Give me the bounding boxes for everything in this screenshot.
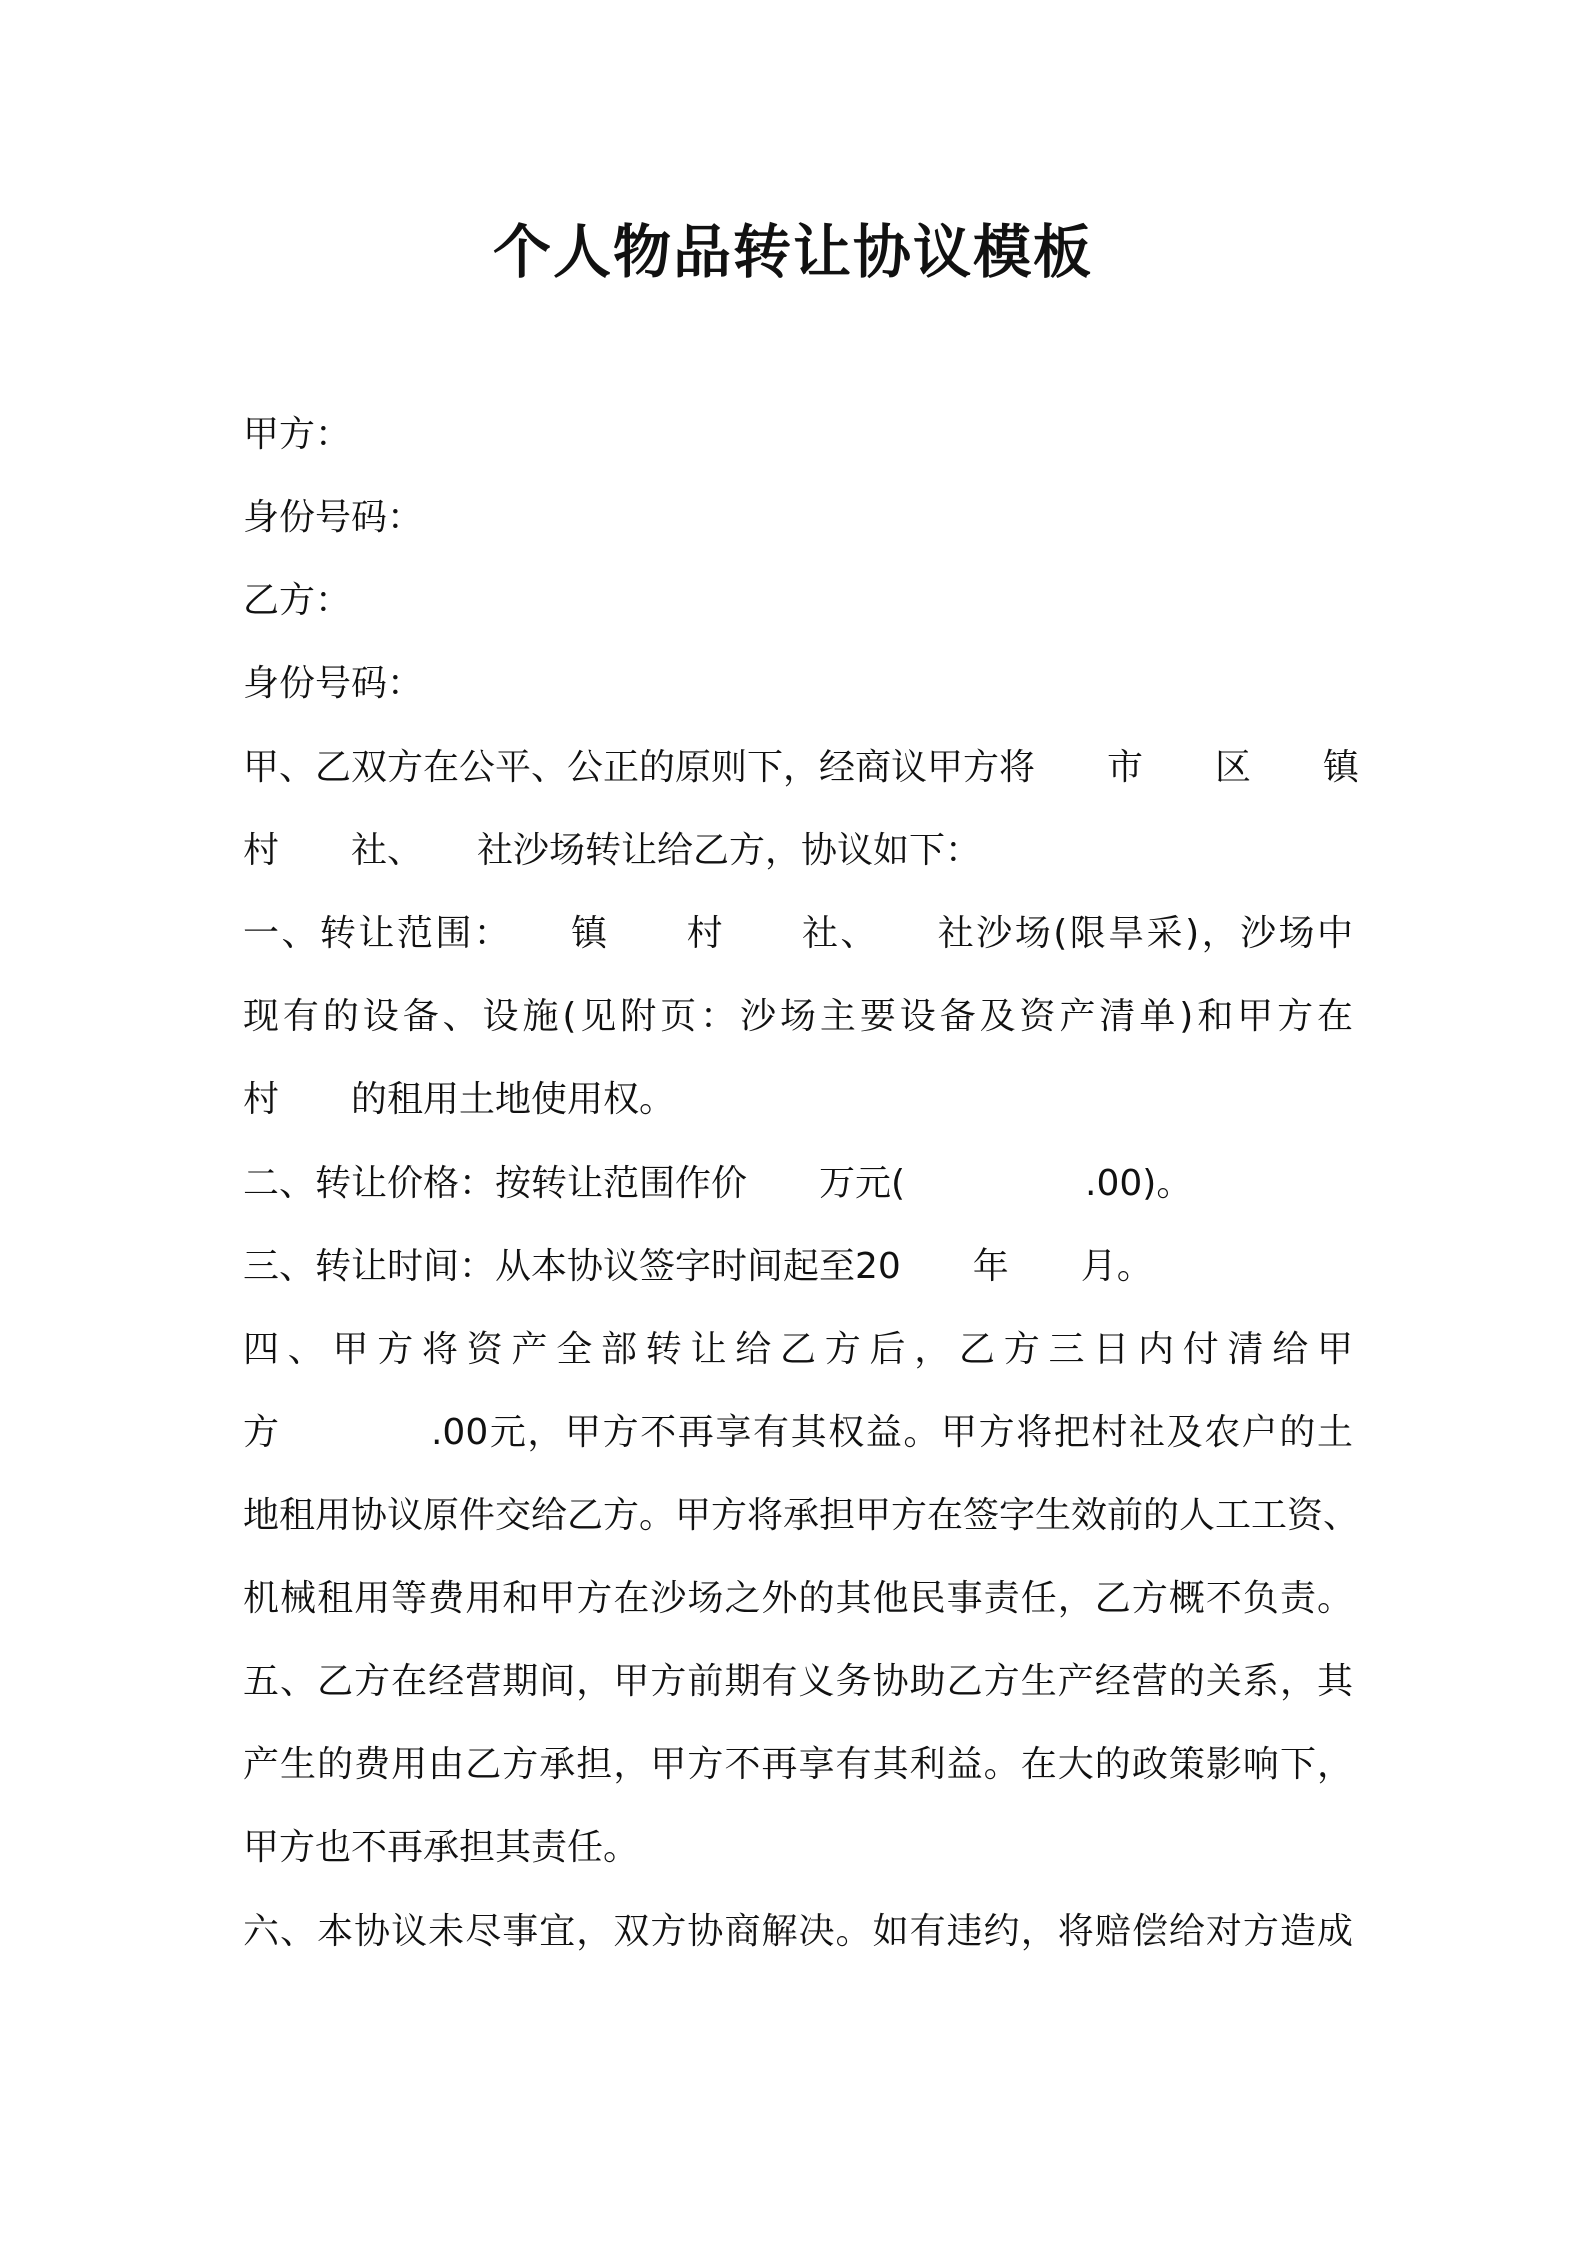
- clause-1-line-1: 一、转让范围： 镇 村 社、 社沙场(限旱采)，沙场中: [243, 913, 1353, 954]
- party-a-label: 甲方：: [243, 414, 352, 455]
- clause-2-line: 二、转让价格：按转让范围作价 万元( .00)。: [243, 1163, 1193, 1204]
- clause-5-line-1: 五、乙方在经营期间，甲方前期有义务协助乙方生产经营的关系，其: [243, 1661, 1353, 1702]
- preamble-line-2: 村 社、 社沙场转让给乙方，协议如下：: [243, 830, 982, 871]
- clause-5-line-3: 甲方也不再承担其责任。: [243, 1827, 640, 1868]
- document-title: 个人物品转让协议模板: [492, 218, 1093, 286]
- clause-4-line-2: 方 .00元，甲方不再享有其权益。甲方将把村社及农户的土: [243, 1412, 1353, 1453]
- clause-4-line-3: 地租用协议原件交给乙方。甲方将承担甲方在签字生效前的人工工资、: [243, 1495, 1360, 1536]
- party-a-id-label: 身份号码：: [243, 497, 424, 538]
- party-b-id-label: 身份号码：: [243, 663, 424, 704]
- clause-1-line-2: 现有的设备、设施(见附页：沙场主要设备及资产清单)和甲方在: [243, 996, 1353, 1037]
- clause-4-line-4: 机械租用等费用和甲方在沙场之外的其他民事责任，乙方概不负责。: [243, 1578, 1353, 1619]
- clause-4-line-1: 四、甲方将资产全部转让给乙方后，乙方三日内付清给甲: [243, 1329, 1353, 1370]
- clause-1-line-3: 村 的租用土地使用权。: [243, 1079, 676, 1120]
- party-b-label: 乙方：: [243, 580, 352, 621]
- clause-5-line-2: 产生的费用由乙方承担，甲方不再享有其利益。在大的政策影响下，: [243, 1744, 1353, 1785]
- clause-6-line-1: 六、本协议未尽事宜，双方协商解决。如有违约，将赔偿给对方造成: [243, 1911, 1353, 1952]
- preamble-line-1: 甲、乙双方在公平、公正的原则下，经商议甲方将 市 区 镇: [243, 747, 1360, 788]
- clause-3-line: 三、转让时间：从本协议签字时间起至20 年 月。: [243, 1246, 1153, 1287]
